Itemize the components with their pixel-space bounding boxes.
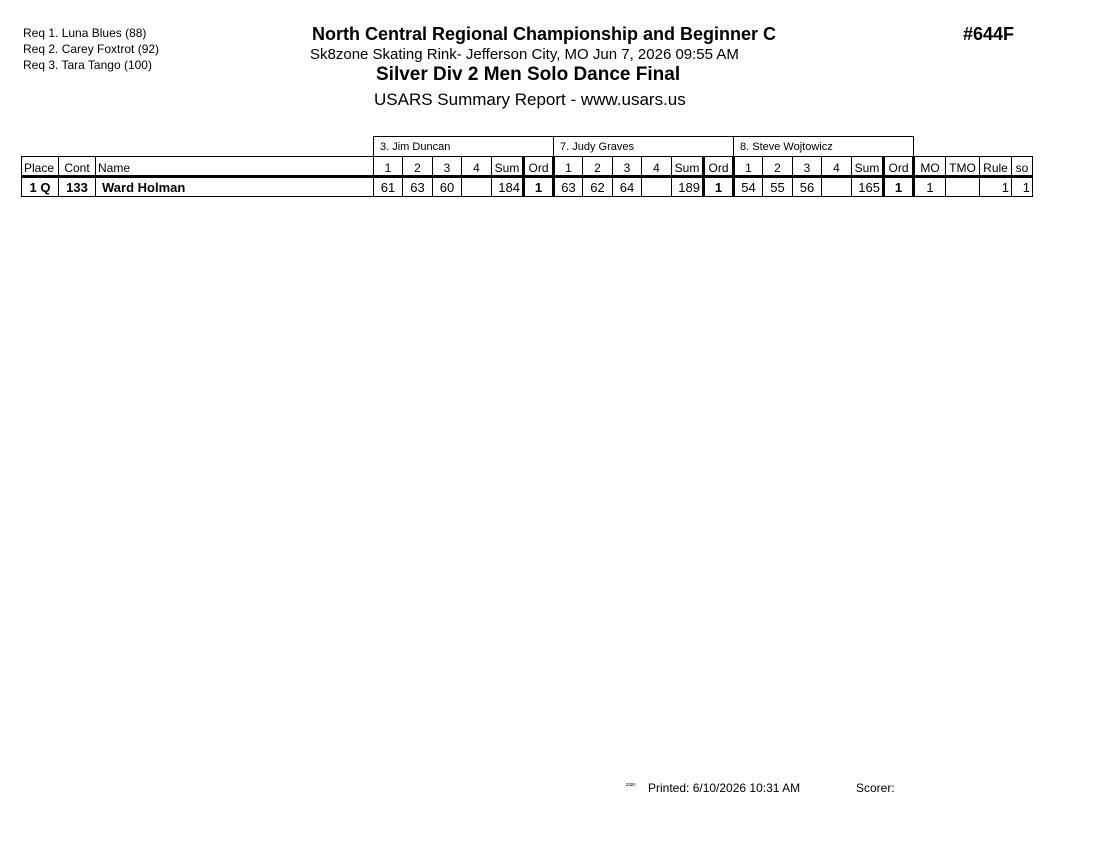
sum-cell: 165 [852, 177, 884, 197]
judge-2-name: 7. Judy Graves [554, 137, 734, 157]
column-header-row [22, 157, 1033, 177]
col-so: so [1012, 157, 1033, 177]
col-mark-2: 2 [763, 157, 793, 177]
requirement-item: Req 2. Carey Foxtrot (92) [23, 42, 160, 56]
so-cell: 1 [1012, 177, 1033, 197]
mark-cell: 63 [554, 177, 583, 197]
col-mark-3: 3 [613, 157, 642, 177]
judge-1-name: 3. Jim Duncan [374, 137, 554, 157]
table-row [22, 177, 1033, 197]
venue-line: Sk8zone Skating Rink- Jefferson City, MO Jun 7, 2026 09:55 AM [310, 46, 739, 63]
col-mark-3: 3 [433, 157, 462, 177]
requirement-item: Req 3. Tara Tango (100) [23, 58, 152, 72]
col-tmo: TMO [946, 157, 980, 177]
mark-cell: 60 [433, 177, 462, 197]
mark-cell [642, 177, 672, 197]
mark-cell: 61 [374, 177, 403, 197]
mark-cell [462, 177, 492, 197]
col-sum: Sum [852, 157, 884, 177]
mark-cell: 62 [583, 177, 613, 197]
col-mo: MO [914, 157, 946, 177]
ord-cell: 1 [884, 177, 914, 197]
judges-row [22, 137, 1033, 157]
mo-cell: 1 [914, 177, 946, 197]
event-title: Silver Div 2 Men Solo Dance Final [376, 64, 681, 85]
rule-cell: 1 [980, 177, 1012, 197]
ord-cell: 1 [704, 177, 734, 197]
mark-cell: 54 [734, 177, 763, 197]
printed-timestamp: Printed: 6/10/2026 10:31 AM [648, 781, 801, 795]
blank-cell [22, 137, 374, 157]
scorer-label: Scorer: [856, 781, 895, 795]
blank-cell [914, 137, 1033, 157]
col-name: Name [96, 157, 374, 177]
col-mark-2: 2 [583, 157, 613, 177]
place-cell: 1 Q [22, 177, 59, 197]
col-ord: Ord [884, 157, 914, 177]
col-ord: Ord [704, 157, 734, 177]
results-table [21, 136, 1033, 197]
skater-name-cell: Ward Holman [96, 177, 374, 197]
footer-glyph: ²³²⁰ [626, 783, 636, 790]
col-sum: Sum [492, 157, 524, 177]
requirements-list [23, 25, 159, 73]
requirement-item: Req 1. Luna Blues (88) [23, 26, 147, 40]
col-mark-4: 4 [642, 157, 672, 177]
col-mark-3: 3 [793, 157, 822, 177]
col-place: Place [22, 157, 59, 177]
col-mark-4: 4 [462, 157, 492, 177]
ord-cell: 1 [524, 177, 554, 197]
mark-cell: 64 [613, 177, 642, 197]
col-mark-1: 1 [734, 157, 763, 177]
tmo-cell [946, 177, 980, 197]
col-ord: Ord [524, 157, 554, 177]
col-rule: Rule [980, 157, 1012, 177]
mark-cell: 55 [763, 177, 793, 197]
col-mark-4: 4 [822, 157, 852, 177]
report-subtitle: USARS Summary Report - www.usars.us [374, 90, 686, 109]
event-code: #644F [963, 24, 1015, 44]
mark-cell: 56 [793, 177, 822, 197]
col-sum: Sum [672, 157, 704, 177]
col-mark-1: 1 [554, 157, 583, 177]
cont-cell: 133 [59, 177, 96, 197]
col-mark-2: 2 [403, 157, 433, 177]
mark-cell: 63 [403, 177, 433, 197]
mark-cell [822, 177, 852, 197]
competition-title: North Central Regional Championship and Beginner C [312, 24, 777, 44]
judge-3-name: 8. Steve Wojtowicz [734, 137, 914, 157]
col-cont: Cont [59, 157, 96, 177]
col-mark-1: 1 [374, 157, 403, 177]
sum-cell: 189 [672, 177, 704, 197]
sum-cell: 184 [492, 177, 524, 197]
